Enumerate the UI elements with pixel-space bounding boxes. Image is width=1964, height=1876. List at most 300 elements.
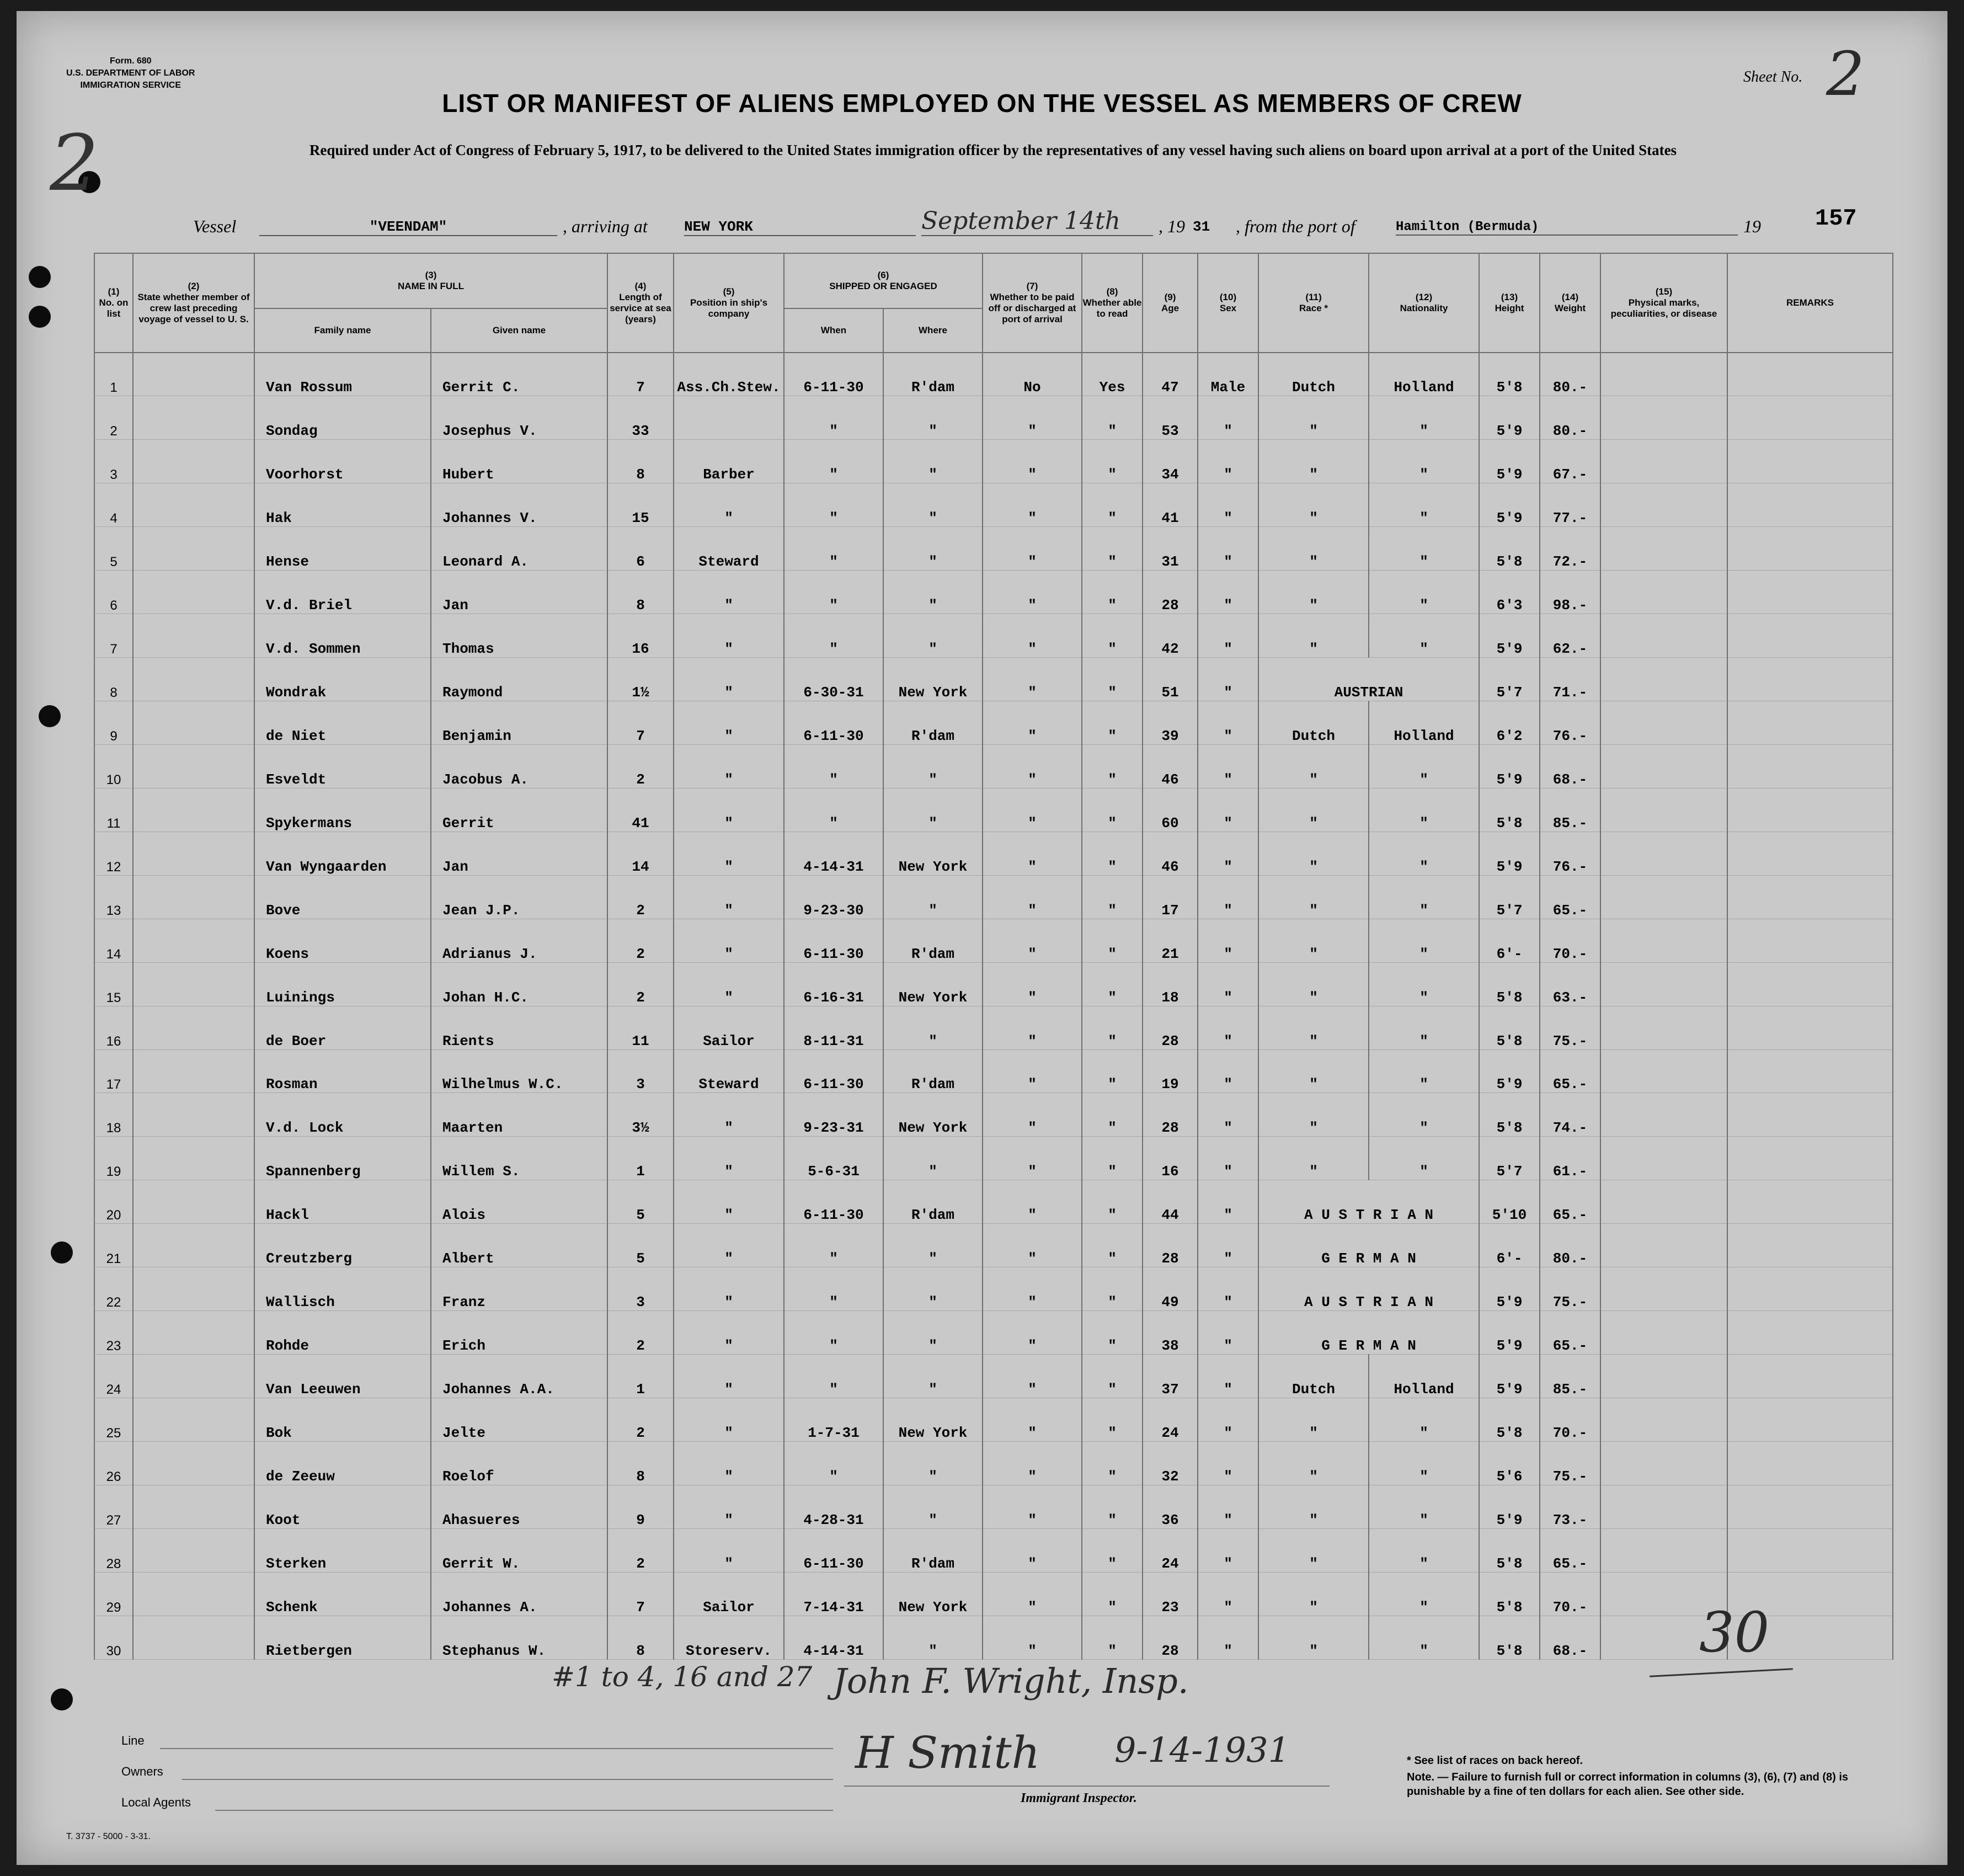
local-agents-field	[215, 1810, 833, 1811]
last-voyage-cell	[133, 1224, 254, 1267]
family-name: Rietbergen	[254, 1616, 431, 1659]
physical-marks	[1600, 353, 1727, 396]
nationality: "	[1369, 1137, 1479, 1180]
remarks	[1727, 1267, 1893, 1311]
physical-marks	[1600, 701, 1727, 745]
height: 5'9	[1479, 1311, 1540, 1355]
paid-off: "	[983, 744, 1082, 788]
family-name: V.d. Briel	[254, 571, 431, 614]
weight: 65.-	[1540, 1311, 1600, 1355]
table-row	[94, 1528, 1893, 1572]
weight: 80.-	[1540, 353, 1600, 396]
height: 5'8	[1479, 1006, 1540, 1049]
shipped-where: R'dam	[883, 701, 983, 745]
given-name: Johannes V.	[431, 483, 607, 527]
position: "	[674, 483, 784, 527]
race: "	[1258, 1049, 1369, 1093]
sex: "	[1198, 1137, 1258, 1180]
sex: "	[1198, 1398, 1258, 1442]
nationality: "	[1369, 571, 1479, 614]
sex: Male	[1198, 353, 1258, 396]
given-name: Gerrit	[431, 788, 607, 832]
able-to-read: "	[1082, 1441, 1143, 1485]
age: 36	[1143, 1485, 1198, 1528]
shipped-where: "	[883, 527, 983, 571]
family-name: Hense	[254, 527, 431, 571]
able-to-read: "	[1082, 875, 1143, 919]
nationality: "	[1369, 919, 1479, 962]
weight: 76.-	[1540, 832, 1600, 875]
table-row	[94, 1398, 1893, 1442]
table-row	[94, 1093, 1893, 1137]
shipped-where: R'dam	[883, 1528, 983, 1572]
physical-marks	[1600, 658, 1727, 701]
sex: "	[1198, 744, 1258, 788]
race: "	[1258, 1093, 1369, 1137]
given-name: Albert	[431, 1224, 607, 1267]
col-header-position: (5) Position in ship's company	[674, 253, 784, 353]
sex: "	[1198, 1224, 1258, 1267]
row-number: 22	[94, 1267, 133, 1311]
shipped-when: "	[784, 571, 883, 614]
sex: "	[1198, 440, 1258, 483]
able-to-read: "	[1082, 1006, 1143, 1049]
last-voyage-cell	[133, 1180, 254, 1224]
remarks	[1727, 614, 1893, 658]
last-voyage-cell	[133, 353, 254, 396]
service-years: 8	[607, 440, 674, 483]
last-voyage-cell	[133, 1616, 254, 1659]
given-name: Alois	[431, 1180, 607, 1224]
shipped-when: "	[784, 1441, 883, 1485]
manifest-rows	[94, 353, 1893, 1660]
position: "	[674, 919, 784, 962]
shipped-when: 9-23-30	[784, 875, 883, 919]
row-number: 30	[94, 1616, 133, 1659]
last-voyage-cell	[133, 1572, 254, 1616]
position: "	[674, 832, 784, 875]
given-name: Gerrit W.	[431, 1528, 607, 1572]
races-note: * See list of races on back hereof.	[1407, 1755, 1583, 1767]
race: G E R M A N	[1258, 1224, 1479, 1267]
physical-marks	[1600, 396, 1727, 440]
col-header-sex: (10) Sex	[1198, 253, 1258, 353]
row-number: 14	[94, 919, 133, 962]
service-years: 6	[607, 527, 674, 571]
shipped-where: "	[883, 1137, 983, 1180]
family-name: Spannenberg	[254, 1137, 431, 1180]
shipped-where: "	[883, 1224, 983, 1267]
shipped-when: "	[784, 744, 883, 788]
family-name: Wondrak	[254, 658, 431, 701]
sex: "	[1198, 788, 1258, 832]
height: 6'3	[1479, 571, 1540, 614]
arrival-date: September 14th	[921, 207, 1153, 236]
race: "	[1258, 744, 1369, 788]
family-name: Van Leeuwen	[254, 1355, 431, 1398]
table-row	[94, 788, 1893, 832]
shipped-when: 4-28-31	[784, 1485, 883, 1528]
family-name: Van Wyngaarden	[254, 832, 431, 875]
table-row	[94, 832, 1893, 875]
age: 24	[1143, 1398, 1198, 1442]
service-years: 11	[607, 1006, 674, 1049]
given-name: Hubert	[431, 440, 607, 483]
shipped-where: "	[883, 483, 983, 527]
service-years: 2	[607, 1528, 674, 1572]
shipped-when: "	[784, 483, 883, 527]
physical-marks	[1600, 614, 1727, 658]
shipped-where: R'dam	[883, 353, 983, 396]
weight: 70.-	[1540, 1398, 1600, 1442]
last-voyage-cell	[133, 1267, 254, 1311]
age: 39	[1143, 701, 1198, 745]
position: Sailor	[674, 1572, 784, 1616]
row-number: 27	[94, 1485, 133, 1528]
able-to-read: "	[1082, 962, 1143, 1006]
paid-off: No	[983, 353, 1082, 396]
able-to-read: "	[1082, 527, 1143, 571]
able-to-read: "	[1082, 1572, 1143, 1616]
col-header-read: (8) Whether able to read	[1082, 253, 1143, 353]
height: 5'9	[1479, 440, 1540, 483]
shipped-when: 9-23-31	[784, 1093, 883, 1137]
able-to-read: "	[1082, 1485, 1143, 1528]
able-to-read: "	[1082, 701, 1143, 745]
line-label: Line	[121, 1734, 145, 1747]
row-number: 20	[94, 1180, 133, 1224]
weight: 72.-	[1540, 527, 1600, 571]
shipped-where: New York	[883, 962, 983, 1006]
sex: "	[1198, 1528, 1258, 1572]
given-name: Franz	[431, 1267, 607, 1311]
shipped-where: "	[883, 744, 983, 788]
physical-marks	[1600, 919, 1727, 962]
last-voyage-cell	[133, 962, 254, 1006]
service-years: 7	[607, 1572, 674, 1616]
age: 23	[1143, 1572, 1198, 1616]
service-years: 1	[607, 1137, 674, 1180]
height: 5'8	[1479, 1528, 1540, 1572]
race: "	[1258, 875, 1369, 919]
local-agents-label: Local Agents	[121, 1795, 191, 1809]
table-row	[94, 353, 1893, 396]
physical-marks	[1600, 1093, 1727, 1137]
able-to-read: "	[1082, 1398, 1143, 1442]
remarks	[1727, 1355, 1893, 1398]
last-voyage-cell	[133, 440, 254, 483]
sex: "	[1198, 962, 1258, 1006]
shipped-where: "	[883, 1267, 983, 1311]
race: "	[1258, 832, 1369, 875]
race: "	[1258, 788, 1369, 832]
sex: "	[1198, 1572, 1258, 1616]
height: 5'9	[1479, 1485, 1540, 1528]
shipped-when: 7-14-31	[784, 1572, 883, 1616]
height: 5'9	[1479, 614, 1540, 658]
given-name: Willem S.	[431, 1137, 607, 1180]
service-years: 5	[607, 1224, 674, 1267]
able-to-read: "	[1082, 571, 1143, 614]
last-voyage-cell	[133, 396, 254, 440]
weight: 76.-	[1540, 701, 1600, 745]
height: 6'-	[1479, 919, 1540, 962]
row-number: 4	[94, 483, 133, 527]
remarks	[1727, 1137, 1893, 1180]
given-name: Johan H.C.	[431, 962, 607, 1006]
able-to-read: "	[1082, 396, 1143, 440]
height: 5'10	[1479, 1180, 1540, 1224]
service-years: 15	[607, 483, 674, 527]
inspection-date: 9-14-1931	[1114, 1730, 1290, 1770]
last-voyage-cell	[133, 832, 254, 875]
physical-marks	[1600, 571, 1727, 614]
shipped-when: "	[784, 1311, 883, 1355]
shipped-when: 6-11-30	[784, 1180, 883, 1224]
last-voyage-cell	[133, 614, 254, 658]
age: 37	[1143, 1355, 1198, 1398]
col-header-name: (3) NAME IN FULL	[254, 253, 607, 308]
nationality: "	[1369, 440, 1479, 483]
able-to-read: "	[1082, 1355, 1143, 1398]
shipped-when: 6-11-30	[784, 353, 883, 396]
col-header-shipped: (6) SHIPPED OR ENGAGED	[784, 253, 983, 308]
paid-off: "	[983, 1398, 1082, 1442]
table-row	[94, 701, 1893, 745]
shipped-where: "	[883, 1485, 983, 1528]
col-header-height: (13) Height	[1479, 253, 1540, 353]
able-to-read: "	[1082, 1224, 1143, 1267]
shipped-when: 4-14-31	[784, 1616, 883, 1659]
last-voyage-cell	[133, 744, 254, 788]
remarks	[1727, 701, 1893, 745]
race: A U S T R I A N	[1258, 1267, 1479, 1311]
family-name: Spykermans	[254, 788, 431, 832]
last-voyage-cell	[133, 1311, 254, 1355]
nationality: "	[1369, 744, 1479, 788]
weight: 80.-	[1540, 396, 1600, 440]
position: "	[674, 1398, 784, 1442]
remarks	[1727, 1049, 1893, 1093]
age: 46	[1143, 744, 1198, 788]
row-number: 16	[94, 1006, 133, 1049]
physical-marks	[1600, 527, 1727, 571]
service-years: 8	[607, 1441, 674, 1485]
from-port-label: , from the port of	[1236, 216, 1355, 236]
given-name: Josephus V.	[431, 396, 607, 440]
weight: 65.-	[1540, 1528, 1600, 1572]
weight: 75.-	[1540, 1267, 1600, 1311]
remarks	[1727, 919, 1893, 962]
col-header-where: Where	[883, 308, 983, 353]
position: Steward	[674, 1049, 784, 1093]
height: 5'9	[1479, 832, 1540, 875]
given-name: Gerrit C.	[431, 353, 607, 396]
weight: 71.-	[1540, 658, 1600, 701]
shipped-when: "	[784, 614, 883, 658]
service-years: 2	[607, 919, 674, 962]
page-title: LIST OR MANIFEST OF ALIENS EMPLOYED ON THE VESSEL AS MEMBERS OF CREW	[442, 89, 1522, 118]
shipped-when: "	[784, 440, 883, 483]
height: 5'8	[1479, 1616, 1540, 1659]
shipped-when: 8-11-31	[784, 1006, 883, 1049]
service-years: 33	[607, 396, 674, 440]
remarks	[1727, 1311, 1893, 1355]
last-voyage-cell	[133, 1528, 254, 1572]
sex: "	[1198, 1049, 1258, 1093]
nationality: "	[1369, 1572, 1479, 1616]
paid-off: "	[983, 527, 1082, 571]
able-to-read: "	[1082, 919, 1143, 962]
given-name: Thomas	[431, 614, 607, 658]
age: 24	[1143, 1528, 1198, 1572]
age: 44	[1143, 1180, 1198, 1224]
paid-off: "	[983, 1485, 1082, 1528]
nationality: "	[1369, 396, 1479, 440]
crew-manifest-table	[94, 253, 1893, 1660]
race: "	[1258, 483, 1369, 527]
sex: "	[1198, 1311, 1258, 1355]
weight: 61.-	[1540, 1137, 1600, 1180]
age: 49	[1143, 1267, 1198, 1311]
family-name: Bove	[254, 875, 431, 919]
age: 46	[1143, 832, 1198, 875]
table-row	[94, 1267, 1893, 1311]
sex: "	[1198, 1180, 1258, 1224]
position: "	[674, 1224, 784, 1267]
race: "	[1258, 571, 1369, 614]
nationality: "	[1369, 962, 1479, 1006]
service-years: 1	[607, 1355, 674, 1398]
col-header-paid-off: (7) Whether to be paid off or discharged at port of arrival	[983, 253, 1082, 353]
weight: 63.-	[1540, 962, 1600, 1006]
service-years: 9	[607, 1485, 674, 1528]
physical-marks	[1600, 1006, 1727, 1049]
shipped-when: "	[784, 1224, 883, 1267]
height: 6'-	[1479, 1224, 1540, 1267]
last-voyage-cell	[133, 1006, 254, 1049]
paid-off: "	[983, 1049, 1082, 1093]
sex: "	[1198, 832, 1258, 875]
physical-marks	[1600, 1224, 1727, 1267]
nationality: "	[1369, 1441, 1479, 1485]
height: 5'8	[1479, 1572, 1540, 1616]
family-name: Schenk	[254, 1572, 431, 1616]
weight: 98.-	[1540, 571, 1600, 614]
paid-off: "	[983, 396, 1082, 440]
able-to-read: "	[1082, 614, 1143, 658]
row-number: 29	[94, 1572, 133, 1616]
col-header-service: (4) Length of service at sea (years)	[607, 253, 674, 353]
able-to-read: "	[1082, 1528, 1143, 1572]
able-to-read: "	[1082, 1093, 1143, 1137]
given-name: Benjamin	[431, 701, 607, 745]
remarks	[1727, 1528, 1893, 1572]
given-name: Erich	[431, 1311, 607, 1355]
given-name: Johannes A.	[431, 1572, 607, 1616]
family-name: Rosman	[254, 1049, 431, 1093]
year-prefix: , 19	[1159, 216, 1185, 236]
shipped-when: "	[784, 396, 883, 440]
paid-off: "	[983, 1441, 1082, 1485]
sex: "	[1198, 1006, 1258, 1049]
service-years: 7	[607, 353, 674, 396]
col-header-number: (1) No. on list	[94, 253, 133, 353]
paid-off: "	[983, 658, 1082, 701]
table-row	[94, 744, 1893, 788]
physical-marks	[1600, 1267, 1727, 1311]
remarks	[1727, 1180, 1893, 1224]
position: "	[674, 1441, 784, 1485]
height: 5'8	[1479, 1093, 1540, 1137]
sheet-number: 2	[1826, 39, 1865, 109]
physical-marks	[1600, 1441, 1727, 1485]
table-row	[94, 1311, 1893, 1355]
service-name: IMMIGRATION SERVICE	[80, 81, 181, 90]
able-to-read: "	[1082, 788, 1143, 832]
remarks	[1727, 875, 1893, 919]
table-row	[94, 483, 1893, 527]
family-name: V.d. Lock	[254, 1093, 431, 1137]
row-number: 13	[94, 875, 133, 919]
family-name: Koens	[254, 919, 431, 962]
weight: 85.-	[1540, 1355, 1600, 1398]
height: 5'7	[1479, 875, 1540, 919]
col-header-nationality: (12) Nationality	[1369, 253, 1479, 353]
position: "	[674, 1311, 784, 1355]
race: "	[1258, 1485, 1369, 1528]
arrival-port: NEW YORK	[684, 216, 916, 236]
sex: "	[1198, 1616, 1258, 1659]
given-name: Jean J.P.	[431, 875, 607, 919]
remarks	[1727, 353, 1893, 396]
shipped-where: "	[883, 1311, 983, 1355]
col-header-physical: (15) Physical marks, peculiarities, or disease	[1600, 253, 1727, 353]
row-number: 12	[94, 832, 133, 875]
shipped-where: "	[883, 1616, 983, 1659]
physical-marks	[1600, 788, 1727, 832]
age: 42	[1143, 614, 1198, 658]
nationality: Holland	[1369, 1355, 1479, 1398]
sheet-label: Sheet No.	[1743, 68, 1803, 86]
able-to-read: "	[1082, 1267, 1143, 1311]
position: Sailor	[674, 1006, 784, 1049]
race: A U S T R I A N	[1258, 1180, 1479, 1224]
height: 5'8	[1479, 788, 1540, 832]
nationality: "	[1369, 1398, 1479, 1442]
position: "	[674, 788, 784, 832]
page-subtitle: Required under Act of Congress of February 5, 1917, to be delivered to the United States immigration officer by the representatives of any vessel having such aliens on board upon arrival at a port of the United States	[309, 142, 1677, 158]
weight: 74.-	[1540, 1093, 1600, 1137]
able-to-read: "	[1082, 832, 1143, 875]
shipped-when: 5-6-31	[784, 1137, 883, 1180]
row-number: 7	[94, 614, 133, 658]
physical-marks	[1600, 1180, 1727, 1224]
given-name: Stephanus W.	[431, 1616, 607, 1659]
family-name: Esveldt	[254, 744, 431, 788]
race: Dutch	[1258, 1355, 1369, 1398]
age: 17	[1143, 875, 1198, 919]
last-voyage-cell	[133, 1441, 254, 1485]
able-to-read: "	[1082, 1049, 1143, 1093]
nationality: "	[1369, 1006, 1479, 1049]
arriving-label: , arriving at	[563, 216, 648, 236]
margin-mark: 2	[50, 119, 99, 209]
inspector-signature-smith: H Smith	[855, 1727, 1040, 1778]
age: 34	[1143, 440, 1198, 483]
nationality: Holland	[1369, 353, 1479, 396]
table-row	[94, 919, 1893, 962]
